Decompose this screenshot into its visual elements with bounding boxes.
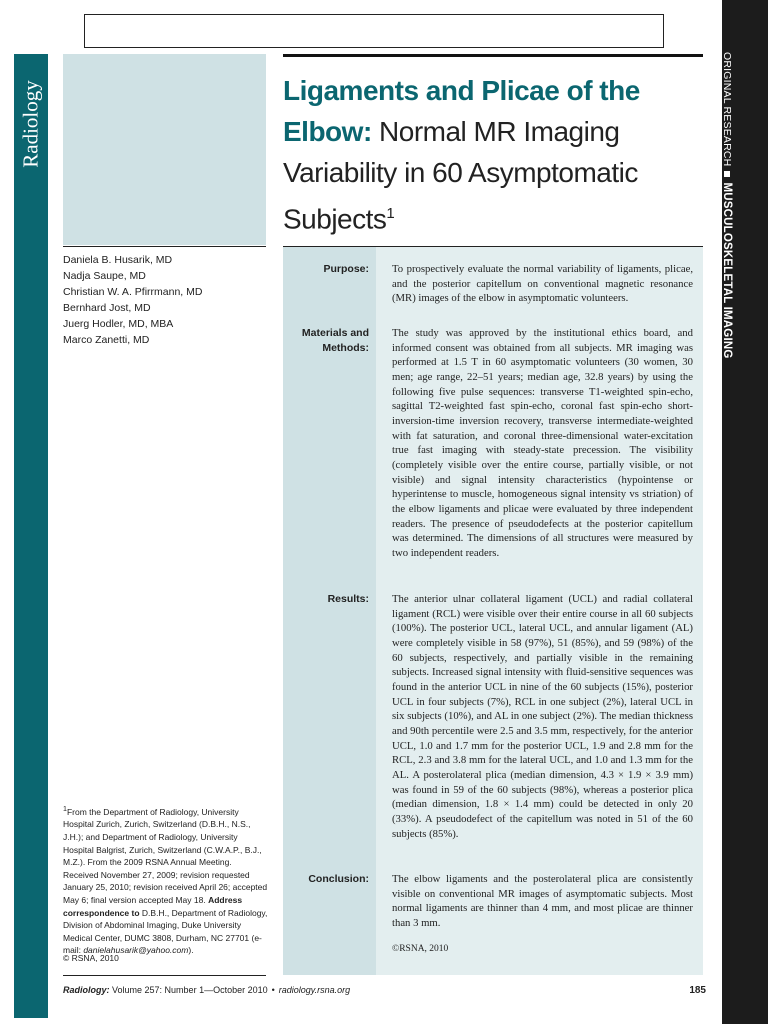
methods-label-line1: Materials and — [301, 327, 369, 339]
footnote-mark: 1 — [63, 805, 67, 813]
purpose-text: To prospectively evaluate the normal variability of ligaments, plicae, and the posterior capitellum on conventional magnetic resonance (MR) images of the elbow in asymptomatic volunteers. — [392, 263, 693, 305]
title-rule — [283, 54, 703, 57]
correspondence-text: D.B.H., Department of Radiology, Division of Abdominal Imaging, Duke University Medical Center, DUMC 3808, Durham, NC 27701 (e-mail: — [63, 907, 268, 956]
results-label: Results: — [327, 593, 369, 605]
square-bullet-icon — [724, 171, 730, 177]
author-list — [63, 252, 268, 348]
page-footer — [63, 985, 350, 995]
authors-rule — [63, 246, 266, 247]
conclusion-text: The elbow ligaments and the posterolateral plica are consistently visible on conventional MR images of asymptomatic subjects. Most normal ligaments are thinner than 4 mm, and most plicae are thinner than 3 mm. — [392, 873, 693, 929]
methods-label — [283, 326, 369, 356]
author: Christian W. A. Pfirrmann, MD — [63, 286, 203, 298]
header-box — [84, 14, 664, 48]
section-type: ORIGINAL RESEARCH — [721, 52, 733, 167]
affiliation-text: From the Department of Radiology, University Hospital Zurich, Zurich, Switzerland (D.B.H., N.S., J.H.); and Department of Radiology, University Hospital Balgrist, Zurich, Switzerland (C.W.A.P., B.J., M.Z.). From the 2009 RSNA Annual Meeting. Received November 27, 2009; revision requested January 25, 2010; revision received April 26; accepted May 6; final version accepted May 18. — [63, 806, 268, 905]
page-number: 185 — [689, 985, 706, 996]
conclusion-label: Conclusion: — [308, 873, 369, 885]
footer-journal: Radiology: — [63, 985, 110, 995]
title-bold: Ligaments and Plicae of the Elbow: — [283, 75, 640, 147]
author: Bernhard Jost, MD — [63, 302, 151, 314]
correspondence-label: Address correspondence to — [63, 894, 243, 918]
author: Nadja Saupe, MD — [63, 270, 146, 282]
author: Marco Zanetti, MD — [63, 334, 150, 346]
footnote-copyright: © RSNA, 2010 — [63, 953, 119, 963]
author: Juerg Hodler, MD, MBA — [63, 318, 174, 330]
email-link[interactable]: danielahusarik@yahoo.com — [83, 945, 189, 956]
abstract-label-column — [283, 247, 376, 975]
section-topic: MUSCULOSKELETAL IMAGING — [721, 182, 733, 359]
purpose-label: Purpose: — [323, 263, 369, 275]
email-close: ). — [188, 945, 194, 956]
results-text: The anterior ulnar collateral ligament (UCL) and radial collateral ligament (RCL) were visible over their entire course in all 60 subjects (100%). The posterior UCL, lateral UCL, and annular ligament (AL) were completely visible in 58 (97%), 51 (85%), and 59 (98%) of the 60 subjects, respectively, and partially visible in the remaining subjects. Increased signal intensity with fluid-sensitive sequences was found in the anterior UCL in nine of the 60 subjects (15%), posterior UCL in four subjects (7%), RCL in one subject (2%), lateral UCL in six subjects (10%), and AL in one subject (2%). The median thickness and 90th percentile were 2.5 and 3.5 mm, respectively, for the anterior UCL, 1.0 and 1.7 mm for the posterior UCL, 1.9 and 2.8 mm for the RCL, 2.3 and 3.8 mm for the lateral UCL, and 1.0 and 1.3 mm for the AL. A posterolateral plica (median dimension, 4.3 × 1.9 × 3.9 mm) was found in 59 of the 60 subjects (98%), whereas a posterior plica (median dimension, 1.8 × 1.4 mm) could be detected in only 20 (33%). A pseudodefect of the capitellum was noted in 51 of the 60 subjects (85%). — [392, 593, 693, 840]
abstract-copyright: ©RSNA, 2010 — [392, 944, 449, 954]
footer-url[interactable]: radiology.rsna.org — [278, 985, 351, 995]
article-title — [283, 70, 713, 239]
journal-logo: Radiology — [18, 80, 43, 168]
affiliation-footnote — [63, 803, 268, 957]
methods-text: The study was approved by the institutional ethics board, and informed consent was obtained from all subjects. MR imaging was performed at 1.5 T in 60 asymptomatic volunteers (30 women, 30 men; age range, 22–51 years; median age, 32.8 years) by using the following five pulse sequences: transverse T1-weighted spin-echo, sagittal T2-weighted fast spin-echo, coronal fast spin-echo short-inversion-time inversion recovery, transverse intermediate-weighted with fat saturation, and coronal three-dimensional water-excitation true fast imaging with steady-state precession. The visibility (completely visible over the entire course, partially visible, or not visible) and signal intensity characteristics (hypointense or hyperintense to muscle, homogeneous signal intensity vs striation) of the elbow ligaments and plicae were evaluated by three independent readers. The presence of pseudodefects at the posterior capitellum was determined. The dimensions of all structures were measured by two independent readers. — [392, 327, 693, 559]
title-rest: Normal MR Imaging Variability in 60 Asymptomatic Subjects — [283, 116, 638, 235]
author: Daniela B. Husarik, MD — [63, 254, 173, 266]
journal-side-band — [14, 54, 48, 1018]
header-panel — [63, 54, 266, 245]
footer-rule — [63, 975, 266, 976]
footer-citation: Volume 257: Number 1—October 2010 — [112, 985, 268, 995]
bullet-icon: • — [271, 985, 275, 995]
title-footnote-mark: 1 — [386, 205, 395, 222]
methods-label-line2: Methods: — [322, 342, 369, 354]
